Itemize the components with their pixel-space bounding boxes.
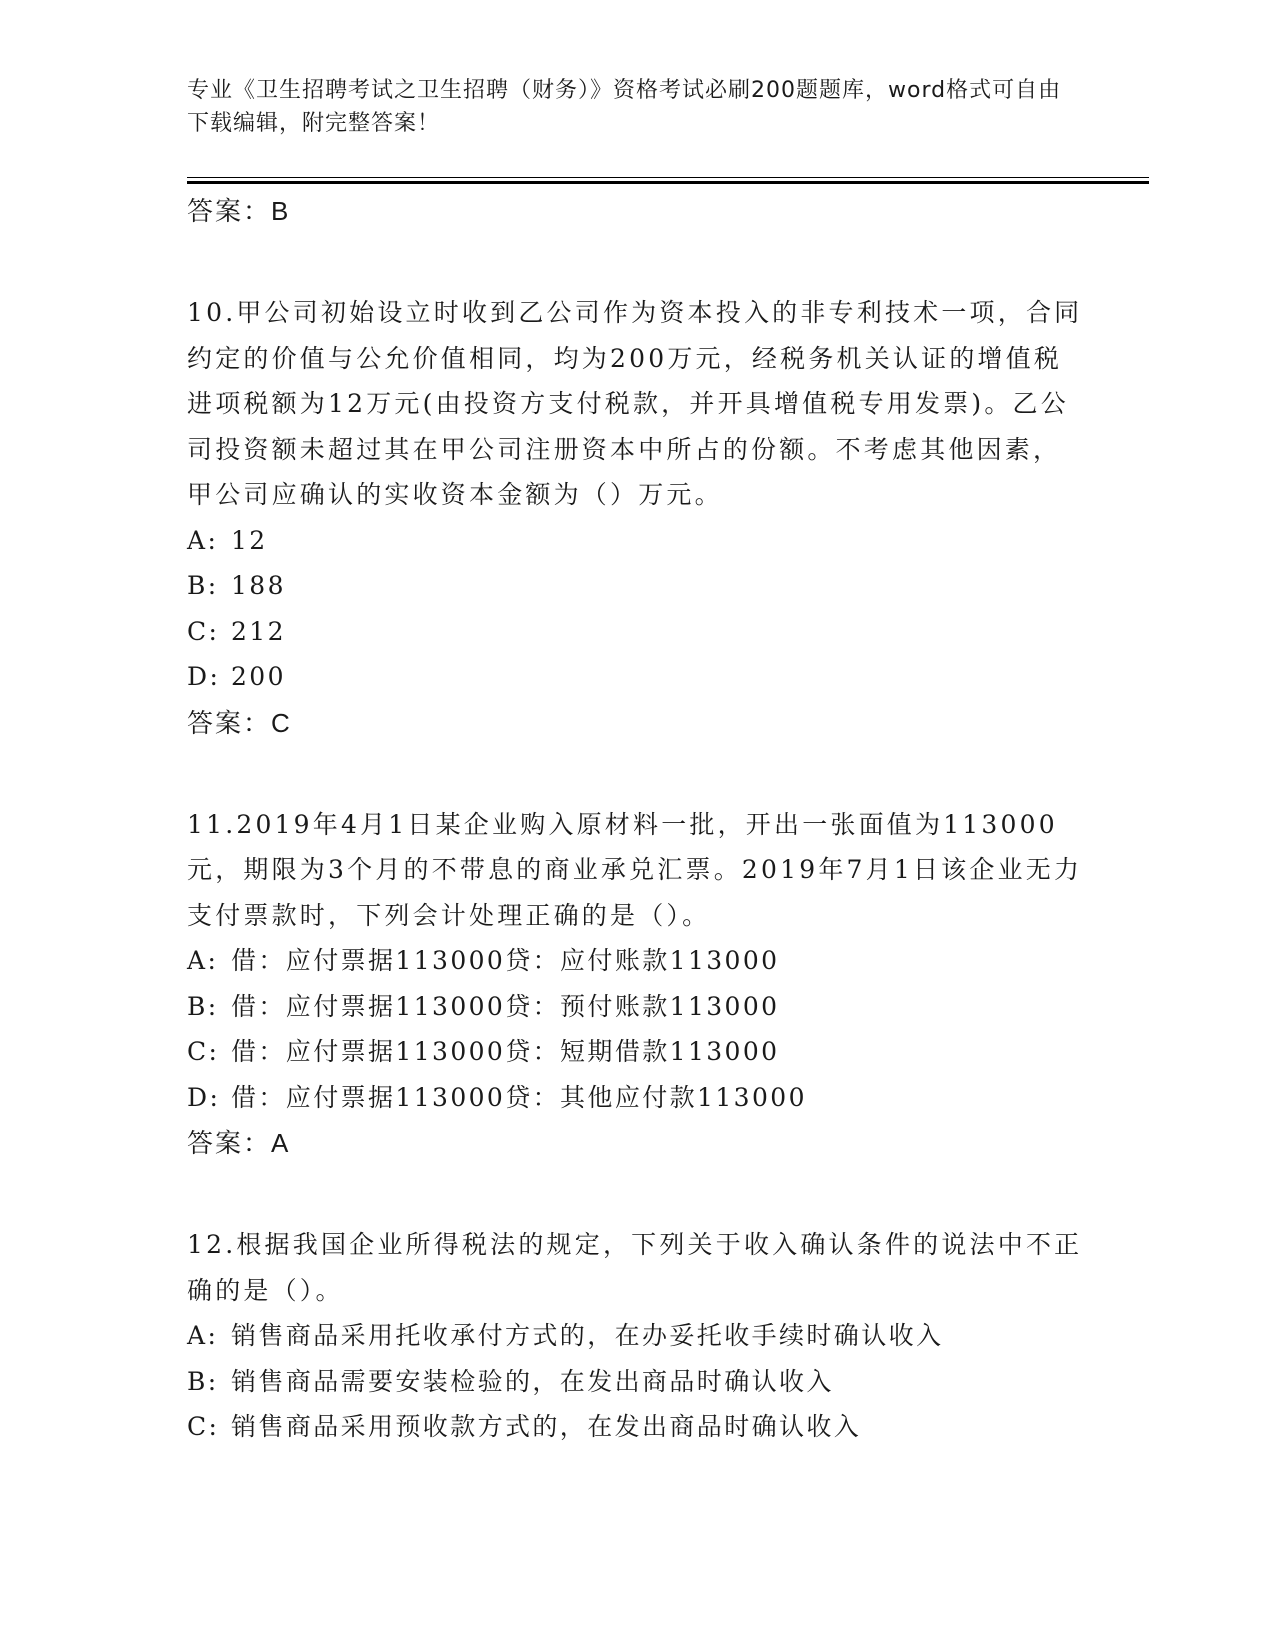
option-text: 借：应付票据113000贷：其他应付款113000 <box>231 1082 807 1112</box>
option-text: 212 <box>231 616 286 646</box>
option-b <box>187 984 1087 1030</box>
option-text: 借：应付票据113000贷：预付账款113000 <box>231 991 780 1021</box>
question-text: 12.根据我国企业所得税法的规定，下列关于收入确认条件的说法中不正确的是（）。 <box>187 1230 1083 1305</box>
option-c <box>187 1404 1087 1450</box>
option-letter: C: <box>187 1037 220 1066</box>
option-text: 200 <box>231 662 286 691</box>
option-letter: D: <box>187 1082 221 1112</box>
option-text: 188 <box>231 571 286 600</box>
option-letter: A: <box>187 1321 219 1350</box>
question-block <box>187 1222 1087 1450</box>
answer-line: 答案：A <box>187 1128 291 1158</box>
document-body <box>187 188 1087 1450</box>
question-block <box>187 802 1087 1167</box>
document-header: 专业《卫生招聘考试之卫生招聘（财务）》资格考试必刷200题题库，word格式可自由下载编辑，附完整答案！ <box>187 78 1062 136</box>
option-letter: B: <box>187 991 219 1021</box>
option-text: 借：应付票据113000贷：应付账款113000 <box>231 946 780 975</box>
option-c <box>187 1029 1087 1075</box>
option-b <box>187 1359 1087 1405</box>
option-text: 销售商品采用预收款方式的，在发出商品时确认收入 <box>231 1412 862 1441</box>
question-text: 11.2019年4月1日某企业购入原材料一批，开出一张面值为113000元，期限为3个月的不带息的商业承兑汇票。2019年7月1日该企业无力支付票款时，下列会计处理正确的是（）。 <box>187 809 1083 930</box>
option-d <box>187 1075 1087 1121</box>
option-letter: B: <box>187 571 219 600</box>
option-c <box>187 609 1087 655</box>
option-a <box>187 518 1087 564</box>
option-list <box>187 518 1087 700</box>
question-block <box>187 290 1087 746</box>
option-d <box>187 654 1087 700</box>
header-divider-thick <box>187 181 1149 184</box>
option-a <box>187 938 1087 984</box>
option-letter: B: <box>187 1366 219 1396</box>
option-a <box>187 1313 1087 1359</box>
header-divider-thin <box>187 177 1149 178</box>
answer-line: 答案：B <box>187 196 291 226</box>
option-text: 销售商品采用托收承付方式的，在办妥托收手续时确认收入 <box>231 1321 944 1350</box>
option-list <box>187 1313 1087 1450</box>
option-text: 12 <box>231 525 268 555</box>
option-list <box>187 938 1087 1120</box>
option-letter: C: <box>187 616 220 646</box>
option-text: 借：应付票据113000贷：短期借款113000 <box>231 1037 780 1066</box>
option-text: 销售商品需要安装检验的，在发出商品时确认收入 <box>231 1366 834 1396</box>
option-letter: C: <box>187 1412 220 1441</box>
option-letter: A: <box>187 525 219 555</box>
option-letter: D: <box>187 662 221 691</box>
option-b <box>187 563 1087 609</box>
option-letter: A: <box>187 946 219 975</box>
question-text: 10.甲公司初始设立时收到乙公司作为资本投入的非专利技术一项，合同约定的价值与公允价值相同，均为200万元，经税务机关认证的增值税进项税额为12万元(由投资方支付税款，并开具增值税专用发票)。乙公司投资额未超过其在甲公司注册资本中所占的份额。不考虑其他因素，甲公司应确认的实收资本金额为（）万元。 <box>187 298 1083 509</box>
answer-line: 答案：C <box>187 707 292 738</box>
